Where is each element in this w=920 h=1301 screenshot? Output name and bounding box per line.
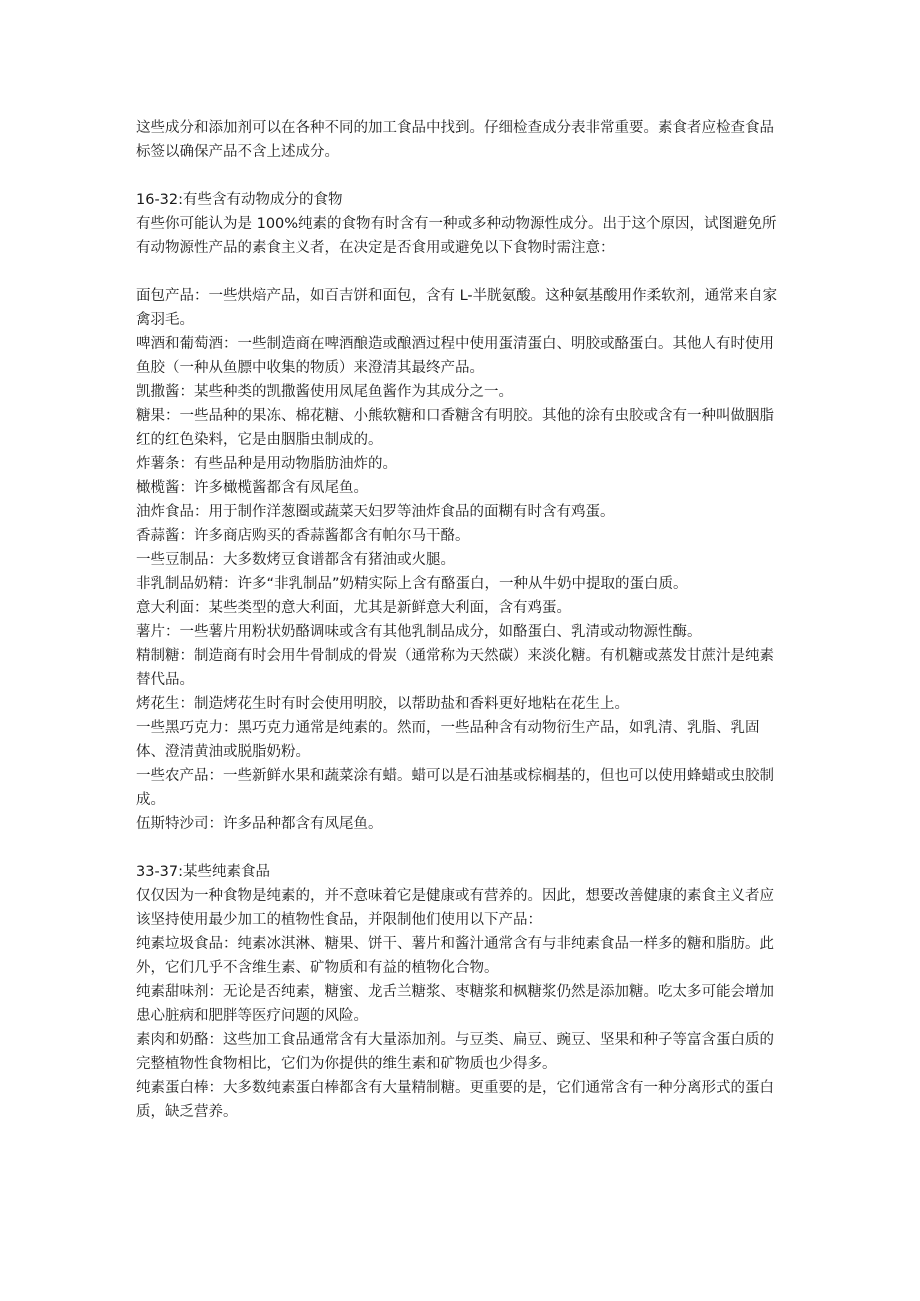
list-item: 素肉和奶酪：这些加工食品通常含有大量添加剂。与豆类、扁豆、豌豆、坚果和种子等富含蛋白质的完整植物性食物相比，它们为你提供的维生素和矿物质也少得多。 <box>136 1032 774 1072</box>
spacer <box>136 164 784 188</box>
section2-heading: 33-37:某些纯素食品 <box>136 864 271 880</box>
section2-lead: 仅仅因为一种食物是纯素的，并不意味着它是健康或有营养的。因此，想要改善健康的素食主义者应该坚持使用最少加工的植物性食品，并限制他们使用以下产品： <box>136 888 774 928</box>
section1-lead: 有些你可能认为是 100%纯素的食物有时含有一种或多种动物源性成分。出于这个原因，试图避免所有动物源性产品的素食主义者，在决定是否食用或避免以下食物时需注意： <box>136 216 777 256</box>
intro-paragraph: 这些成分和添加剂可以在各种不同的加工食品中找到。仔细检查成分表非常重要。素食者应检查食品标签以确保产品不含上述成分。 <box>136 120 774 160</box>
list-item: 炸薯条：有些品种是用动物脂肪油炸的。 <box>136 456 397 472</box>
list-item: 啤酒和葡萄酒：一些制造商在啤酒酿造或酿酒过程中使用蛋清蛋白、明胶或酪蛋白。其他人有时使用鱼胶（一种从鱼膘中收集的物质）来澄清其最终产品。 <box>136 336 774 376</box>
list-item: 橄榄酱：许多橄榄酱都含有凤尾鱼。 <box>136 480 368 496</box>
list-item: 伍斯特沙司：许多品种都含有凤尾鱼。 <box>136 816 383 832</box>
list-item: 糖果：一些品种的果冻、棉花糖、小熊软糖和口香糖含有明胶。其他的涂有虫胶或含有一种叫做胭脂红的红色染料，它是由胭脂虫制成的。 <box>136 408 774 448</box>
list-item: 香蒜酱：许多商店购买的香蒜酱都含有帕尔马干酪。 <box>136 528 470 544</box>
list-item: 面包产品：一些烘焙产品，如百吉饼和面包，含有 L-半胱氨酸。这种氨基酸用作柔软剂，通常来自家禽羽毛。 <box>136 288 778 328</box>
spacer <box>136 836 784 860</box>
list-item: 一些农产品：一些新鲜水果和蔬菜涂有蜡。蜡可以是石油基或棕榈基的，但也可以使用蜂蜡或虫胶制成。 <box>136 768 774 808</box>
list-item: 烤花生：制造烤花生时有时会使用明胶，以帮助盐和香料更好地粘在花生上。 <box>136 696 629 712</box>
list-item: 一些黑巧克力：黑巧克力通常是纯素的。然而，一些品种含有动物衍生产品，如乳清、乳脂、乳固体、澄清黄油或脱脂奶粉。 <box>136 720 760 760</box>
list-item: 薯片：一些薯片用粉状奶酪调味或含有其他乳制品成分，如酪蛋白、乳清或动物源性酶。 <box>136 624 702 640</box>
list-item: 精制糖：制造商有时会用牛骨制成的骨炭（通常称为天然碳）来淡化糖。有机糖或蒸发甘蔗汁是纯素替代品。 <box>136 648 774 688</box>
list-item: 凯撒酱：某些种类的凯撒酱使用凤尾鱼酱作为其成分之一。 <box>136 384 513 400</box>
list-item: 纯素甜味剂：无论是否纯素，糖蜜、龙舌兰糖浆、枣糖浆和枫糖浆仍然是添加糖。吃太多可能会增加患心脏病和肥胖等医疗问题的风险。 <box>136 984 774 1024</box>
list-item: 一些豆制品：大多数烤豆食谱都含有猪油或火腿。 <box>136 552 455 568</box>
spacer <box>136 260 784 284</box>
section1-heading: 16-32:有些含有动物成分的食物 <box>136 192 343 208</box>
list-item: 非乳制品奶精：许多“非乳制品”奶精实际上含有酪蛋白，一种从牛奶中提取的蛋白质。 <box>136 576 688 592</box>
list-item: 油炸食品：用于制作洋葱圈或蔬菜天妇罗等油炸食品的面糊有时含有鸡蛋。 <box>136 504 615 520</box>
list-item: 纯素蛋白棒：大多数纯素蛋白棒都含有大量精制糖。更重要的是，它们通常含有一种分离形式的蛋白质，缺乏营养。 <box>136 1080 774 1120</box>
list-item: 纯素垃圾食品：纯素冰淇淋、糖果、饼干、薯片和酱汁通常含有与非纯素食品一样多的糖和脂肪。此外，它们几乎不含维生素、矿物质和有益的植物化合物。 <box>136 936 774 976</box>
document-page <box>136 116 784 1124</box>
list-item: 意大利面：某些类型的意大利面，尤其是新鲜意大利面，含有鸡蛋。 <box>136 600 571 616</box>
